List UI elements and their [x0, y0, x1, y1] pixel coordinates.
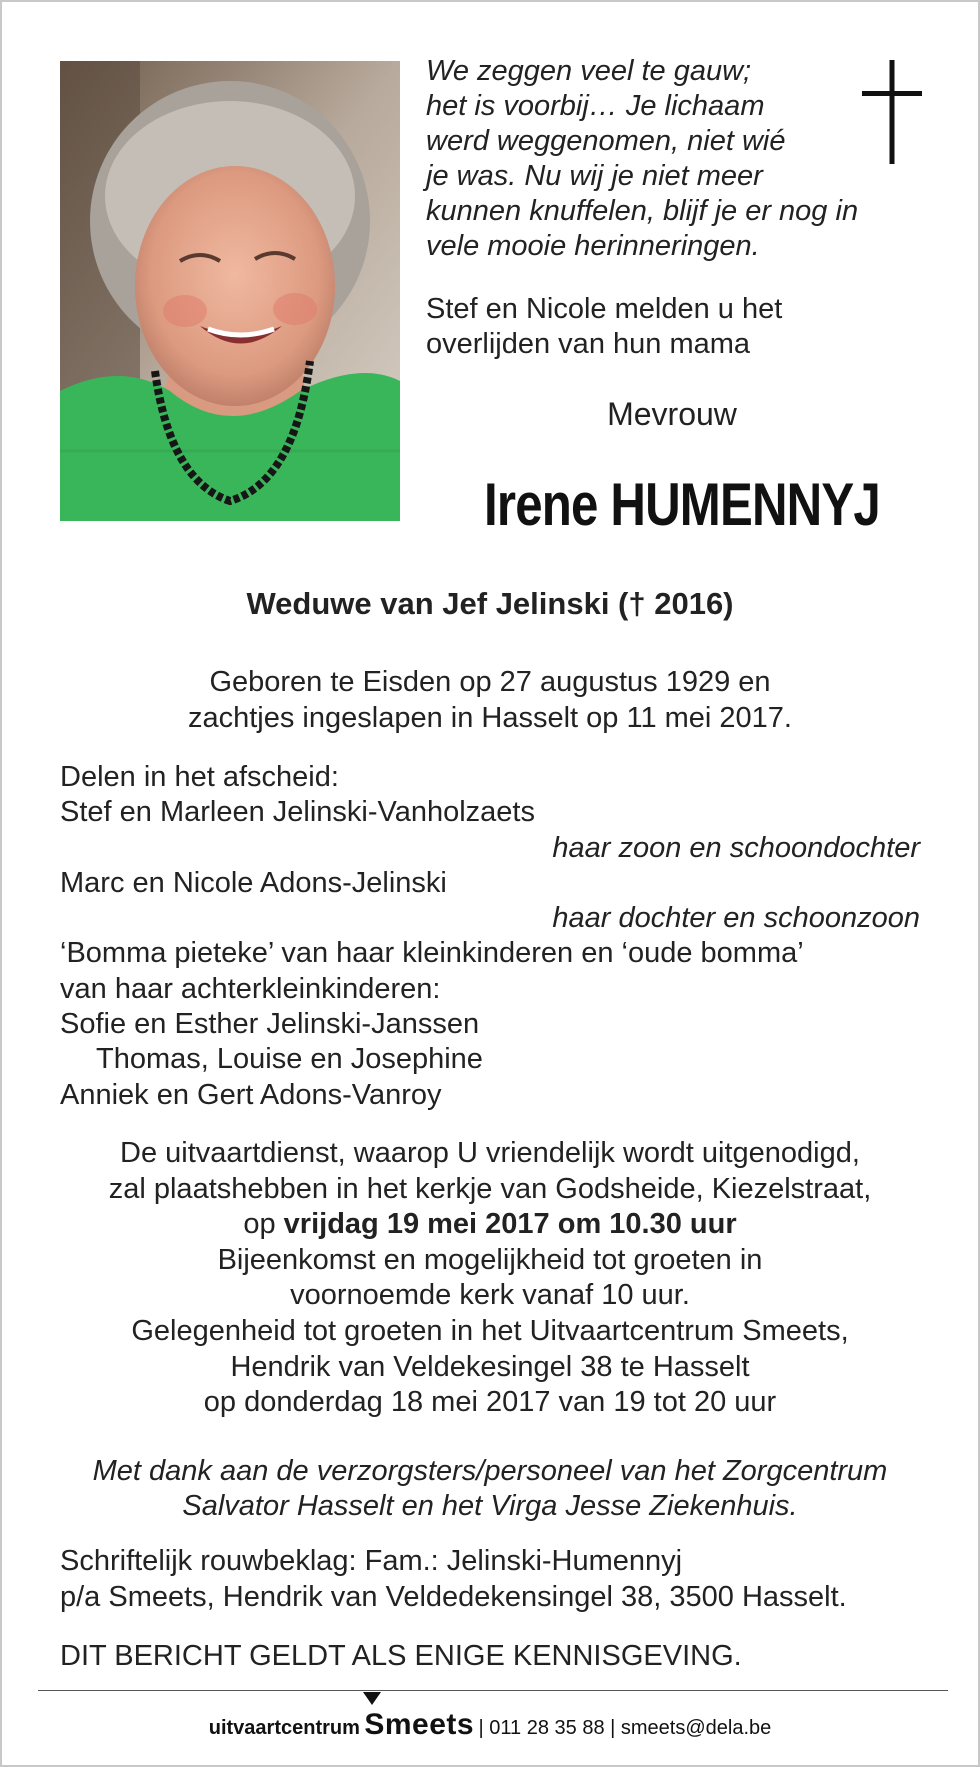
honorific: Mevrouw: [607, 396, 737, 432]
portrait-photo: [60, 61, 400, 521]
footer-brand: Smeets: [364, 1708, 475, 1741]
service-line: voornoemde kerk vanaf 10 uur.: [290, 1279, 690, 1312]
born-line: Geboren te Eisden op 27 augustus 1929 en: [209, 666, 771, 698]
birth-death-info: [2, 664, 978, 736]
announcement: [426, 292, 906, 362]
passed-line: zachtjes ingeslapen in Hasselt op 11 mei 2017.: [187, 702, 792, 734]
poem-line: vele mooie herinneringen.: [426, 230, 760, 262]
deceased-name: Irene HUMENNYJ: [484, 471, 880, 538]
service-line: op donderdag 18 mei 2017 van 19 tot 20 uur: [203, 1386, 777, 1419]
family-member: van haar achterkleinkinderen:: [60, 972, 441, 1005]
family-member: Anniek en Gert Adons-Vanroy: [60, 1078, 442, 1111]
poem-line: je was. Nu wij je niet meer: [426, 160, 763, 192]
widow-line: Weduwe van Jef Jelinski († 2016): [246, 586, 734, 621]
family-intro: Delen in het afscheid:: [60, 761, 339, 793]
cross-icon: [862, 60, 922, 169]
family-list: [60, 760, 920, 1113]
footer-divider: [38, 1690, 948, 1691]
poem: [426, 54, 886, 264]
thanks-line: Met dank aan de verzorgsters/personeel van het Zorgcentrum: [92, 1455, 888, 1487]
footer-contact: | 011 28 35 88 | smeets@dela.be: [478, 1717, 772, 1739]
service-line: Gelegenheid tot groeten in het Uitvaartcentrum Smeets,: [131, 1314, 849, 1347]
family-relation: haar zoon en schoondochter: [552, 831, 920, 864]
family-member: ‘Bomma pieteke’ van haar kleinkinderen en ‘oude bomma’: [60, 937, 804, 970]
family-relation: haar dochter en schoonzoon: [552, 902, 920, 935]
family-member: Sofie en Esther Jelinski-Janssen: [60, 1008, 480, 1041]
announcement-line: Stef en Nicole melden u het: [426, 293, 783, 325]
service-line: Hendrik van Veldekesingel 38 te Hasselt: [230, 1350, 750, 1383]
condolence-line: p/a Smeets, Hendrik van Veldedekensingel 38, 3500 Hasselt.: [60, 1580, 847, 1613]
poem-line: We zeggen veel te gauw;: [426, 55, 752, 87]
service-line: zal plaatshebben in het kerkje van Godsheide, Kiezelstraat,: [108, 1172, 872, 1205]
condolence-line: Schriftelijk rouwbeklag: Fam.: Jelinski-Humennyj: [60, 1545, 683, 1577]
service-line: Bijeenkomst en mogelijkheid tot groeten in: [217, 1243, 763, 1276]
triangle-marker-icon: [363, 1692, 381, 1705]
service-date-line: [2, 1207, 978, 1243]
service-date: vrijdag 19 mei 2017 om 10.30 uur: [283, 1208, 737, 1241]
announcement-line: overlijden van hun mama: [426, 328, 751, 360]
footer-label: uitvaartcentrum: [208, 1717, 360, 1739]
condolence-address: [60, 1544, 940, 1615]
family-member: Marc en Nicole Adons-Jelinski: [60, 866, 447, 899]
funeral-service-info: [2, 1136, 978, 1421]
family-member: Stef en Marleen Jelinski-Vanholzaets: [60, 796, 535, 829]
poem-line: kunnen knuffelen, blijf je er nog in: [426, 195, 859, 227]
service-line: De uitvaartdienst, waarop U vriendelijk wordt uitgenodigd,: [120, 1137, 860, 1169]
thanks-note: [2, 1454, 978, 1524]
poem-line: het is voorbij… Je lichaam: [426, 90, 765, 122]
service-date-prefix: op: [243, 1208, 276, 1241]
thanks-line: Salvator Hasselt en het Virga Jesse Ziekenhuis.: [182, 1490, 798, 1522]
family-member: Thomas, Louise en Josephine: [96, 1043, 483, 1076]
poem-line: werd weggenomen, niet wié: [426, 125, 786, 157]
footer: [2, 1708, 978, 1742]
notice: DIT BERICHT GELDT ALS ENIGE KENNISGEVING.: [60, 1640, 742, 1672]
